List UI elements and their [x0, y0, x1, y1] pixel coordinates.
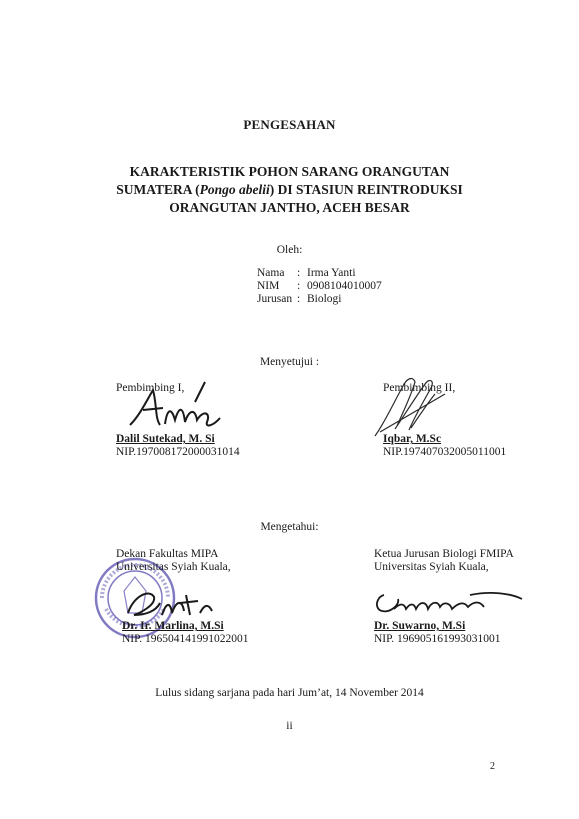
page-heading: PENGESAHAN	[243, 117, 336, 132]
field-key: Nama	[257, 267, 285, 279]
field-value: Biologi	[307, 293, 342, 305]
graduation-statement: Lulus sidang sarjana pada hari Jum’at, 14 November 2014	[155, 687, 424, 699]
roman-page-number: ii	[286, 720, 293, 732]
head-nip: NIP. 196905161993031001	[374, 633, 501, 645]
dean-signature	[120, 585, 230, 625]
title-line-2-pre: SUMATERA (	[116, 182, 200, 197]
title-line-2	[0, 182, 579, 198]
field-value: 0908104010007	[307, 280, 382, 292]
dean-nip: NIP. 196504141991022001	[122, 633, 249, 645]
head-label-1: Ketua Jurusan Biologi FMIPA	[374, 548, 514, 560]
title-line-3: ORANGUTAN JANTHO, ACEH BESAR	[169, 200, 410, 215]
head-signature	[370, 585, 530, 621]
title-line-2-post: ) DI STASIUN REINTRODUKSI	[269, 182, 463, 197]
dean-name: Dr. Ir. Marlina, M.Si	[122, 620, 224, 632]
student-major-row: Jurusan : Biologi	[257, 293, 342, 305]
student-name-row: Nama : Irma Yanti	[257, 267, 356, 279]
field-value: Irma Yanti	[307, 267, 356, 279]
supervisor1-signature	[125, 380, 235, 430]
field-key: Jurusan	[257, 293, 293, 305]
student-nim-row: NIM : 0908104010007	[257, 280, 382, 292]
species-name: Pongo abelii	[199, 182, 270, 197]
dean-label-2: Universitas Syiah Kuala,	[116, 561, 231, 573]
oleh-label: Oleh:	[276, 244, 303, 256]
supervisor1-label: Pembimbing I,	[116, 382, 185, 394]
head-name: Dr. Suwarno, M.Si	[374, 620, 466, 632]
approval-label: Menyetujui :	[259, 356, 320, 368]
dean-label-1: Dekan Fakultas MIPA	[116, 548, 219, 560]
supervisor2-label: Pembimbing II,	[383, 382, 456, 394]
supervisor2-name: Iqbar, M.Sc	[383, 433, 442, 445]
page-number: 2	[490, 761, 495, 772]
field-key: NIM	[257, 280, 280, 292]
supervisor1-nip: NIP.197008172000031014	[116, 446, 240, 458]
title-line-1: KARAKTERISTIK POHON SARANG ORANGUTAN	[129, 164, 450, 179]
supervisor2-nip: NIP.197407032005011001	[383, 446, 507, 458]
acknowledged-label: Mengetahui:	[260, 521, 319, 533]
supervisor2-signature	[365, 374, 455, 439]
supervisor1-name: Dalil Sutekad, M. Si	[116, 433, 215, 445]
head-label-2: Universitas Syiah Kuala,	[374, 561, 489, 573]
